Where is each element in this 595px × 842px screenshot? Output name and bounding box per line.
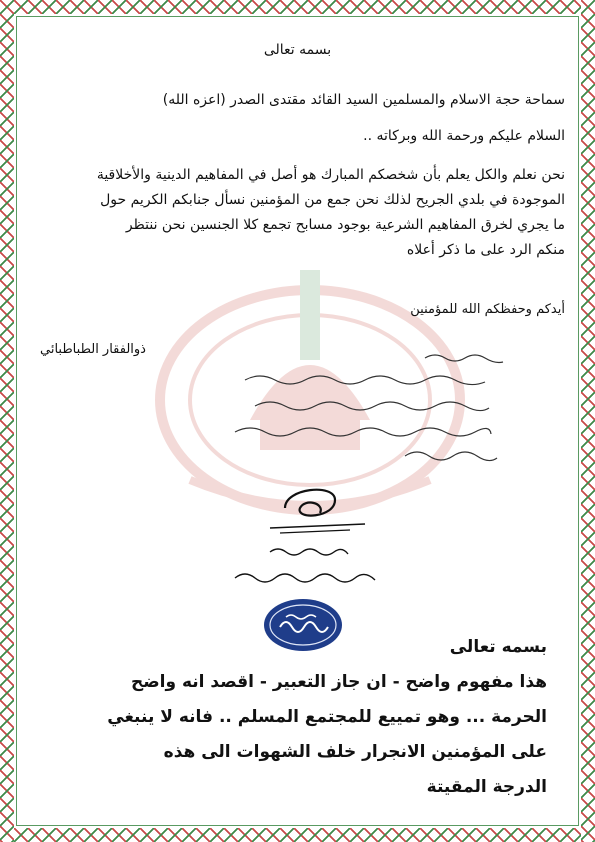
decorative-border-right: [581, 0, 595, 842]
handwritten-signature-icon: [265, 478, 375, 538]
letter-body-line: منكم الرد على ما ذكر أعلاه: [406, 242, 565, 258]
letter-addressee: سماحة حجة الاسلام والمسلمين السيد القائد مقتدى الصدر (اعزه الله): [162, 92, 565, 108]
decorative-border-top: [0, 0, 595, 14]
letter-body: [25, 163, 565, 263]
letter-sender: ذوالفقار الطباطبائي: [40, 342, 146, 357]
letter-closing: أيدكم وحفظكم الله للمؤمنين: [410, 302, 565, 317]
letter-body-line: الموجودة في بلدي الجريح لذلك نحن جمع من المؤمنين نسأل جنابكم الكريم حول: [100, 192, 565, 208]
handwritten-reply-icon: [225, 348, 525, 468]
decorative-border-bottom: [0, 828, 595, 842]
handwritten-name-date-icon: [230, 540, 380, 590]
response-line: الدرجة المقيتة: [426, 777, 547, 797]
letter-greeting: السلام عليكم ورحمة الله وبركاته ..: [363, 128, 565, 144]
letter-heading: بسمه تعالى: [263, 42, 332, 58]
decorative-border-left: [0, 0, 14, 842]
response-line: الحرمة ... وهو تمييع للمجتمع المسلم .. فانه لا ينبغي: [107, 707, 547, 727]
letter-body-line: نحن نعلم والكل يعلم بأن شخصكم المبارك هو أصل في المفاهيم الدينية والأخلاقية: [96, 167, 565, 183]
typed-response: [47, 630, 547, 805]
letter-body-line: ما يجري لخرق المفاهيم الشرعية بوجود مسابح تجمع كلا الجنسين نحن ننتظر: [125, 217, 565, 233]
response-line: بسمه تعالى: [449, 637, 547, 657]
response-line: هذا مفهوم واضح - ان جاز التعبير - اقصد انه واضح: [131, 672, 547, 692]
response-line: على المؤمنين الانجرار خلف الشهوات الى هذه: [163, 742, 547, 762]
